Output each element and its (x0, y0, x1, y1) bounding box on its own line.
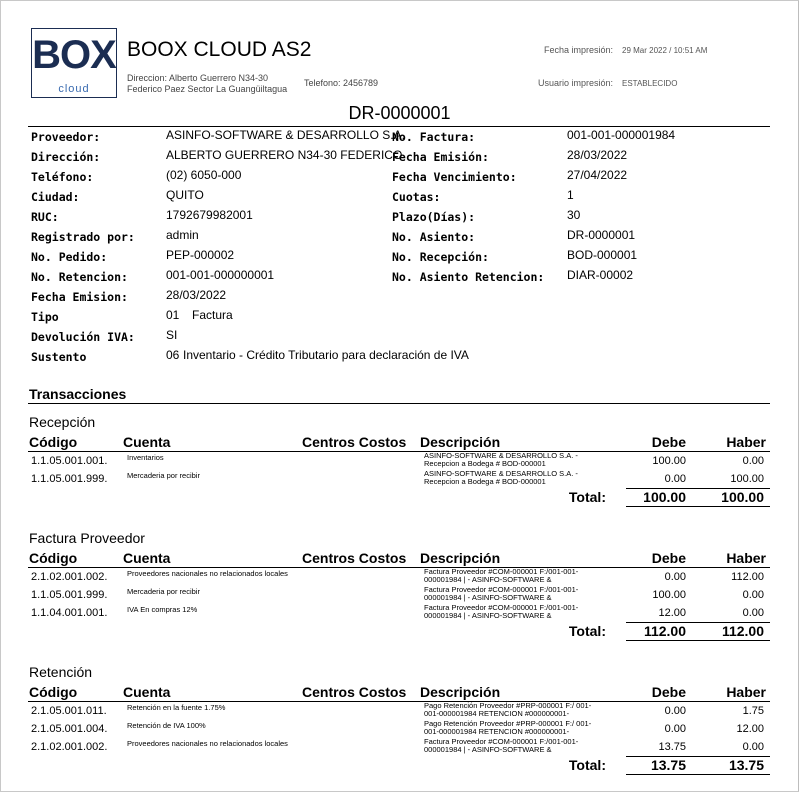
row-code: 2.1.05.001.011. (31, 705, 107, 717)
total-debit: 13.75 (650, 757, 686, 773)
field-label: No. Recepción: (392, 250, 489, 264)
row-account: Retención de IVA 100% (127, 721, 206, 730)
row-description: ASINFO-SOFTWARE & DESARROLLO S.A. - Recepcion a Bodega # BOD-000001 (424, 469, 578, 486)
field-value: QUITO (166, 188, 204, 202)
col-header-description: Descripción (420, 434, 501, 450)
field-label: No. Pedido: (31, 250, 108, 264)
transactions-title: Transacciones (29, 386, 127, 402)
row-account: Mercaderia por recibir (127, 471, 200, 480)
row-account: Proveedores nacionales no relacionados locales (127, 739, 288, 748)
field-label: No. Asiento Retencion: (392, 270, 545, 284)
row-debit: 100.00 (652, 589, 686, 601)
row-account: IVA En compras 12% (127, 605, 198, 614)
field-label: Tipo (31, 310, 59, 324)
header-row-divider (28, 567, 770, 568)
field-value: ASINFO-SOFTWARE & DESARROLLO S.A. (166, 128, 405, 142)
row-description: Factura Proveedor #COM-000001 F:/001-001-000001984 | - ASINFO-SOFTWARE & (424, 567, 579, 584)
row-credit: 0.00 (742, 455, 764, 467)
col-header-cost-center: Centros Costos (302, 434, 407, 450)
total-debit: 112.00 (643, 623, 686, 639)
field-value: Inventario - Crédito Tributario para declaración de IVA (183, 348, 469, 362)
field-value: SI (166, 328, 178, 342)
row-account: Proveedores nacionales no relacionados locales (127, 569, 288, 578)
total-label: Total: (568, 757, 606, 773)
field-value: admin (166, 228, 199, 242)
row-debit: 100.00 (652, 455, 686, 467)
row-debit: 13.75 (658, 741, 686, 753)
row-account: Retención en la fuente 1.75% (127, 703, 226, 712)
row-credit: 100.00 (730, 473, 764, 485)
row-code: 1.1.04.001.001. (31, 607, 108, 619)
total-credit: 112.00 (721, 623, 764, 639)
field-value: 28/03/2022 (166, 288, 227, 302)
field-value: 001-001-000001984 (567, 128, 676, 142)
field-label: Sustento (31, 350, 87, 364)
transactions-divider (28, 403, 770, 404)
col-header-debit: Debe (651, 434, 686, 450)
row-credit: 112.00 (731, 571, 764, 583)
col-header-credit: Haber (726, 550, 766, 566)
row-description: Pago Retención Proveedor #PRP-000001 F:/ 001-001-000001984 RETENCION #000000001- (424, 701, 592, 718)
company-logo (31, 28, 117, 98)
col-header-account: Cuenta (123, 434, 171, 450)
row-code: 1.1.05.001.999. (31, 473, 108, 485)
section-title: Factura Proveedor (29, 530, 145, 546)
field-code: 06 (166, 348, 180, 362)
col-header-code: Código (29, 684, 78, 700)
row-account: Inventarios (127, 453, 164, 462)
total-underline (626, 640, 770, 641)
print-date-label: Fecha impresión: (544, 45, 614, 55)
row-debit: 0.00 (664, 705, 686, 717)
print-user-label: Usuario impresión: (538, 78, 614, 88)
field-label: Fecha Vencimiento: (392, 170, 517, 184)
col-header-credit: Haber (726, 434, 766, 450)
total-underline (626, 774, 770, 775)
row-credit: 0.00 (742, 741, 764, 753)
header-row-divider (28, 451, 770, 452)
field-label: Plazo(Días): (392, 210, 476, 224)
logo-subtext: cloud (58, 83, 90, 95)
row-debit: 0.00 (664, 723, 686, 735)
header-row-divider (28, 701, 770, 702)
company-name: BOOX CLOUD AS2 (127, 38, 312, 61)
col-header-debit: Debe (651, 550, 686, 566)
field-value: 28/03/2022 (567, 148, 628, 162)
section-title: Recepción (29, 414, 96, 430)
field-value: PEP-000002 (166, 248, 235, 262)
field-value: BOD-000001 (567, 248, 638, 262)
field-value: (02) 6050-000 (166, 168, 242, 182)
row-credit: 12.00 (736, 723, 764, 735)
row-description: ASINFO-SOFTWARE & DESARROLLO S.A. - Recepcion a Bodega # BOD-000001 (424, 451, 578, 468)
total-underline (626, 506, 770, 507)
field-label: Cuotas: (392, 190, 441, 204)
document-number: DR-0000001 (348, 103, 451, 123)
col-header-description: Descripción (420, 550, 501, 566)
row-code: 2.1.02.001.002. (31, 741, 108, 753)
row-credit: 0.00 (742, 589, 764, 601)
field-label: Registrado por: (31, 230, 135, 244)
total-label: Total: (568, 623, 606, 639)
total-credit: 13.75 (728, 757, 764, 773)
col-header-code: Código (29, 434, 78, 450)
total-debit: 100.00 (643, 489, 686, 505)
print-date-value: 29 Mar 2022 / 10:51 AM (622, 46, 708, 55)
field-value: 1792679982001 (166, 208, 253, 222)
field-value: DIAR-00002 (567, 268, 634, 282)
field-label: RUC: (31, 210, 59, 224)
field-value: DR-0000001 (567, 228, 636, 242)
field-label: Devolución IVA: (31, 330, 135, 344)
field-value: 30 (567, 208, 581, 222)
field-value: ALBERTO GUERRERO N34-30 FEDERICO (166, 148, 403, 162)
print-user-value: ESTABLECIDO (622, 79, 678, 88)
field-code: 01 (166, 308, 180, 322)
row-account: Mercaderia por recibir (127, 587, 200, 596)
field-label: Ciudad: (31, 190, 80, 204)
header-divider (28, 126, 770, 127)
field-label: Fecha Emisión: (392, 150, 489, 164)
row-code: 1.1.05.001.999. (31, 589, 108, 601)
field-value: 1 (567, 188, 574, 202)
total-credit: 100.00 (721, 489, 764, 505)
col-header-credit: Haber (726, 684, 766, 700)
row-debit: 0.00 (664, 571, 686, 583)
company-address: Direccion: Alberto Guerrero N34-30 Federico Paez Sector La Guangüiltagua (127, 73, 288, 94)
row-description: Pago Retención Proveedor #PRP-000001 F:/ 001-001-000001984 RETENCION #000000001- (424, 719, 592, 736)
col-header-account: Cuenta (123, 550, 171, 566)
row-credit: 0.00 (742, 607, 764, 619)
field-label: Dirección: (31, 150, 101, 164)
field-label: No. Asiento: (392, 230, 476, 244)
row-debit: 12.00 (658, 607, 686, 619)
col-header-cost-center: Centros Costos (302, 550, 407, 566)
field-value: 27/04/2022 (567, 168, 628, 182)
field-label: Fecha Emision: (31, 290, 128, 304)
col-header-code: Código (29, 550, 78, 566)
row-description: Factura Proveedor #COM-000001 F:/001-001-000001984 | - ASINFO-SOFTWARE & (424, 603, 579, 620)
field-label: Proveedor: (31, 130, 101, 144)
field-label: No. Retencion: (31, 270, 128, 284)
row-description: Factura Proveedor #COM-000001 F:/001-001-000001984 | - ASINFO-SOFTWARE & (424, 737, 579, 754)
row-code: 2.1.05.001.004. (31, 723, 108, 735)
row-code: 1.1.05.001.001. (31, 455, 108, 467)
logo-wordmark: BOX (32, 33, 116, 77)
col-header-debit: Debe (651, 684, 686, 700)
row-code: 2.1.02.001.002. (31, 571, 108, 583)
field-value: Factura (192, 308, 233, 322)
field-label: No. Factura: (392, 130, 476, 144)
total-label: Total: (568, 489, 606, 505)
col-header-account: Cuenta (123, 684, 171, 700)
company-phone: Telefono: 2456789 (304, 78, 379, 88)
col-header-description: Descripción (420, 684, 501, 700)
field-value: 001-001-000000001 (166, 268, 275, 282)
row-description: Factura Proveedor #COM-000001 F:/001-001-000001984 | - ASINFO-SOFTWARE & (424, 585, 579, 602)
field-label: Teléfono: (31, 170, 94, 184)
section-title: Retención (29, 664, 93, 680)
row-debit: 0.00 (664, 473, 686, 485)
row-credit: 1.75 (742, 705, 764, 717)
col-header-cost-center: Centros Costos (302, 684, 407, 700)
